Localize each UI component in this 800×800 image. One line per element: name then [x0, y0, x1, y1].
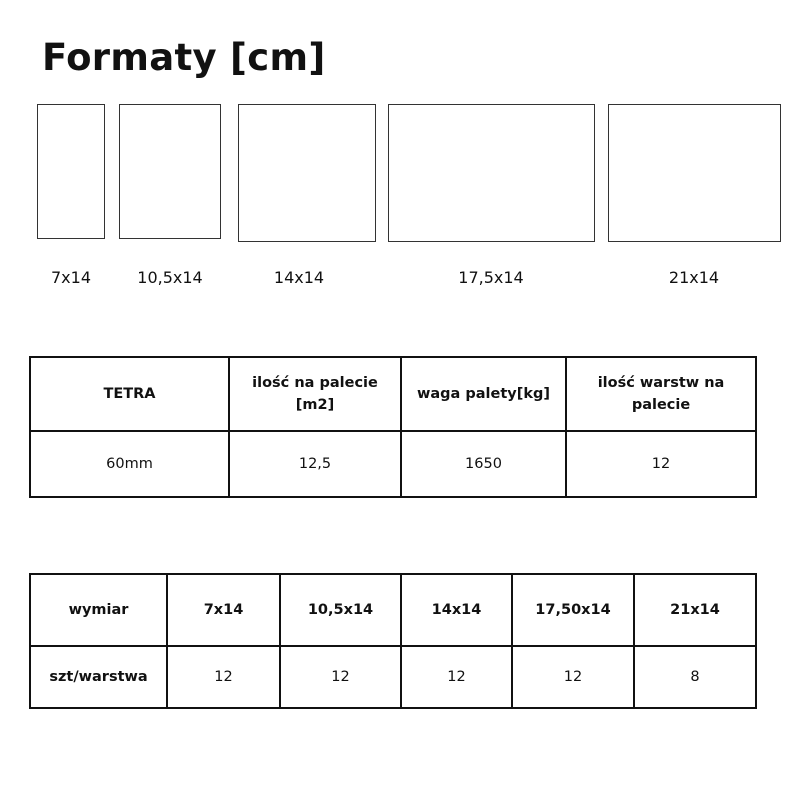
table-header-cell: waga palety[kg] — [401, 357, 566, 431]
table-header-cell: 14x14 — [401, 574, 512, 646]
table-header-cell: ilość warstw na palecie — [566, 357, 756, 431]
table-header-cell: 7x14 — [167, 574, 280, 646]
table-cell: 12,5 — [229, 431, 401, 497]
table-header-row — [30, 574, 756, 646]
table-cell: 12 — [280, 646, 401, 708]
table-cell: 60mm — [30, 431, 229, 497]
table-header-row — [30, 357, 756, 431]
format-label: 17,5x14 — [458, 268, 524, 287]
page-title: Formaty [cm] — [42, 36, 326, 79]
table-row — [30, 646, 756, 708]
table-header-cell: ilość na palecie [m2] — [229, 357, 401, 431]
format-label: 10,5x14 — [137, 268, 203, 287]
table-cell: 1650 — [401, 431, 566, 497]
pieces-per-layer-table — [29, 573, 757, 709]
format-box-21x14 — [608, 104, 781, 242]
table-row — [30, 431, 756, 497]
format-label: 7x14 — [50, 268, 91, 287]
table-header-cell: wymiar — [30, 574, 167, 646]
table-header-cell: 17,50x14 — [512, 574, 634, 646]
format-box-17-5x14 — [388, 104, 595, 242]
pallet-info-table — [29, 356, 757, 498]
table-header-cell: TETRA — [30, 357, 229, 431]
table-cell: 12 — [401, 646, 512, 708]
table-row-label: szt/warstwa — [30, 646, 167, 708]
table-cell: 12 — [512, 646, 634, 708]
format-box-7x14 — [37, 104, 105, 239]
format-label: 21x14 — [668, 268, 720, 287]
format-box-10-5x14 — [119, 104, 221, 239]
format-box-14x14 — [238, 104, 376, 242]
table-cell: 12 — [566, 431, 756, 497]
format-label: 14x14 — [273, 268, 325, 287]
table-header-cell: 21x14 — [634, 574, 756, 646]
table-cell: 12 — [167, 646, 280, 708]
table-cell: 8 — [634, 646, 756, 708]
table-header-cell: 10,5x14 — [280, 574, 401, 646]
